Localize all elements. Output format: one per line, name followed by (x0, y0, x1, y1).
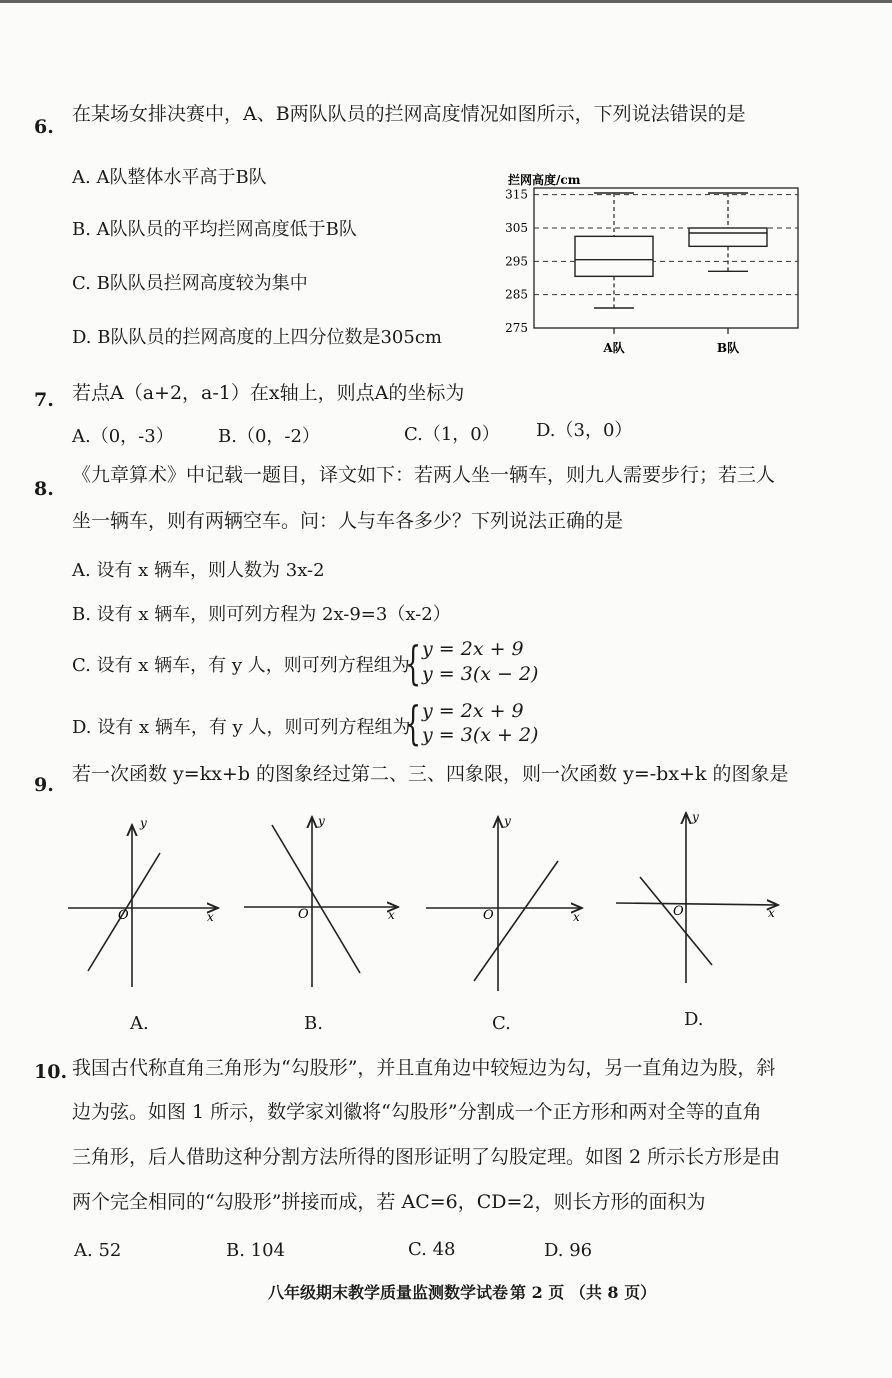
q10-line-4: 两个完全相同的“勾股形”拼接而成，若 AC=6，CD=2，则长方形的面积为 (72, 1191, 706, 1213)
boxplot-chart (496, 168, 806, 362)
q7-option-c: C.（1，0） (404, 424, 500, 445)
graph-c-x-label: x (573, 910, 580, 924)
q6-stem: 在某场女排决赛中，A、B两队队员的拦网高度情况如图所示，下列说法错误的是 (72, 103, 746, 125)
q8-option-d-brace: { (405, 696, 422, 750)
q7-number: 7. (34, 389, 54, 411)
graph-a (68, 816, 218, 987)
graph-d-x-axis (616, 903, 778, 905)
box-b-iqr (689, 228, 767, 246)
top-border-line (0, 0, 892, 3)
q10-line-3: 三角形，后人借助这种分割方法所得的图形证明了勾股定理。如图 2 所示长方形是由 (72, 1146, 781, 1168)
q7-option-a: A.（0，-3） (72, 426, 174, 447)
graph-a-x-label: x (207, 910, 214, 924)
q8-line2: 坐一辆车，则有两辆空车。问：人与车各多少？下列说法正确的是 (72, 510, 624, 532)
q7-option-d: D.（3，0） (536, 420, 633, 441)
footer-page-number: 第 2 页 （共 8 页） (510, 1283, 657, 1302)
q9-option-a: A. (130, 1013, 149, 1034)
q6-option-b: B. A队队员的平均拦网高度低于B队 (72, 219, 357, 240)
q8-line1: 《九章算术》中记载一题目，译文如下：若两人坐一辆车，则九人需要步行；若三人 (72, 464, 776, 486)
q8-option-c-eq1: y = 2x + 9 (422, 638, 524, 660)
q9-graphs (0, 805, 892, 1035)
graph-c (426, 814, 582, 991)
q8-option-a: A. 设有 x 辆车，则人数为 3x-2 (72, 560, 325, 581)
q8-number: 8. (34, 478, 54, 500)
y-tick-label-315: 315 (505, 187, 528, 202)
q6-option-a: A. A队整体水平高于B队 (72, 167, 267, 188)
q10-line-1: 我国古代称直角三角形为“勾股形”，并且直角边中较短边为勾，另一直角边为股，斜 (72, 1057, 776, 1079)
graph-c-y-label: y (504, 814, 511, 828)
q10-option-b: B. 104 (226, 1240, 286, 1261)
box-a-iqr (575, 236, 653, 276)
q8-option-d-eq2: y = 3(x + 2) (422, 724, 539, 746)
graph-b-x-label: x (388, 908, 395, 922)
q8-option-d: D. 设有 x 辆车，有 y 人，则可列方程组为 (72, 717, 411, 738)
q7-option-b: B.（0，-2） (218, 426, 320, 447)
graph-b (244, 814, 398, 987)
q6-number: 6. (34, 116, 54, 138)
graph-a-origin: O (118, 908, 129, 923)
q8-option-d-eq1: y = 2x + 9 (422, 700, 524, 722)
q8-option-c-brace: { (405, 636, 422, 690)
q9-option-b: B. (304, 1013, 323, 1034)
graph-d (616, 810, 778, 983)
q10-option-a: A. 52 (74, 1240, 122, 1261)
q9-stem: 若一次函数 y=kx+b 的图象经过第二、三、四象限，则一次函数 y=-bx+k 的图象是 (72, 763, 789, 785)
graph-d-line (640, 877, 712, 965)
q8-option-b: B. 设有 x 辆车，则可列方程为 2x-9=3（x-2） (72, 604, 451, 625)
y-tick-label-305: 305 (505, 221, 528, 235)
graph-d-x-label: x (768, 906, 775, 920)
q9-option-d: D. (684, 1009, 704, 1030)
y-tick-label-295: 295 (505, 254, 528, 269)
x-tick-label-a: A队 (603, 341, 625, 355)
q8-option-c-eq2: y = 3(x − 2) (422, 663, 539, 685)
q10-option-d: D. 96 (544, 1240, 593, 1261)
graph-b-y-label: y (318, 814, 325, 828)
graph-d-y-label: y (692, 810, 699, 824)
footer-exam-title: 八年级期末教学质量监测数学试卷 (268, 1283, 509, 1302)
graph-a-y-label: y (140, 816, 147, 830)
q9-number: 9. (34, 774, 54, 796)
q6-option-d: D. B队队员的拦网高度的上四分位数是305cm (72, 327, 442, 348)
graph-b-origin: O (298, 907, 309, 922)
x-tick-label-b: B队 (716, 341, 740, 355)
q8-option-c: C. 设有 x 辆车，有 y 人，则可列方程组为 (72, 655, 410, 676)
graph-b-line (272, 825, 360, 973)
q9-option-c: C. (492, 1013, 511, 1034)
graph-c-origin: O (483, 908, 494, 923)
q10-line-2: 边为弦。如图 1 所示，数学家刘徽将“勾股形”分割成一个正方形和两对全等的直角 (72, 1101, 762, 1123)
y-tick-label-285: 285 (505, 287, 528, 302)
q10-number: 10. (34, 1061, 68, 1083)
plot-frame (534, 188, 798, 328)
q10-option-c: C. 48 (408, 1239, 456, 1260)
q7-stem: 若点A（a+2，a-1）在x轴上，则点A的坐标为 (72, 382, 465, 404)
q6-option-c: C. B队队员拦网高度较为集中 (72, 273, 308, 294)
y-tick-label-275: 275 (505, 321, 528, 335)
graph-d-origin: O (673, 904, 684, 919)
chart-ylabel: 拦网高度/cm (508, 173, 581, 187)
